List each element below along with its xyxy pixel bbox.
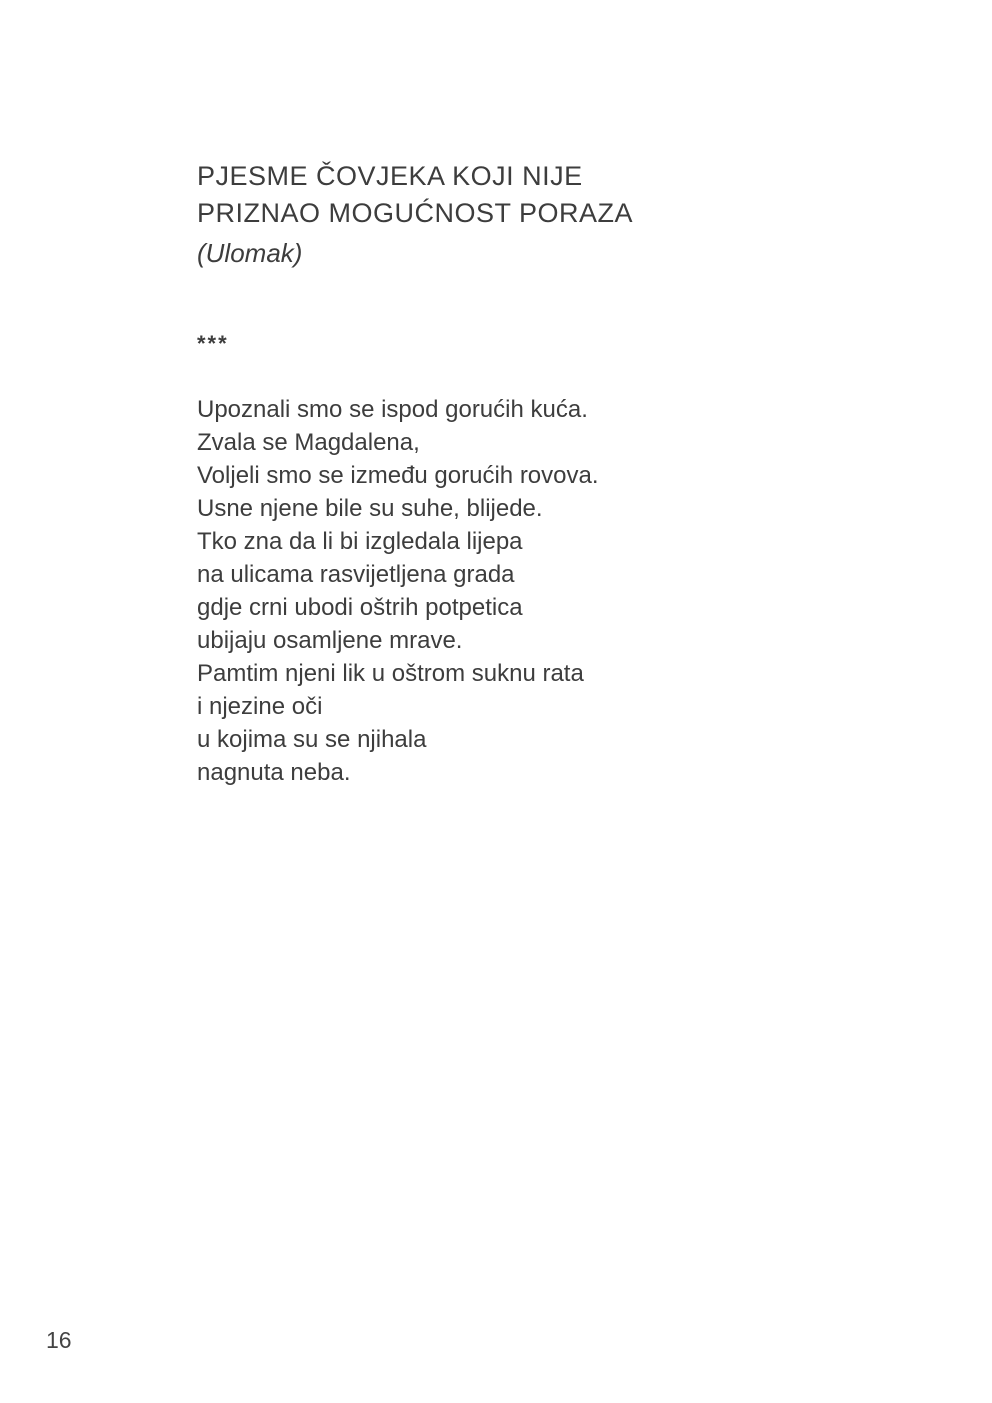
poem-line: Voljeli smo se između gorućih rovova. [197, 462, 599, 489]
poem-title-line-2: PRIZNAO MOGUĆNOST PORAZA [197, 198, 634, 228]
poem-line: Zvala se Magdalena, [197, 429, 420, 456]
poem-line: Pamtim njeni lik u oštrom suknu rata [197, 660, 584, 687]
poem-stanza [197, 393, 797, 789]
poem-line: u kojima su se njihala [197, 726, 427, 753]
poem-line: na ulicama rasvijetljena grada [197, 561, 515, 588]
poem-block [197, 158, 797, 789]
poem-line: Usne njene bile su suhe, blijede. [197, 495, 543, 522]
poem-title [197, 158, 797, 232]
stanza-separator: *** [197, 331, 229, 356]
poem-line: i njezine oči [197, 693, 323, 720]
poem-line: Upoznali smo se ispod gorućih kuća. [197, 396, 588, 423]
poem-line: nagnuta neba. [197, 759, 351, 786]
page-number: 16 [46, 1327, 72, 1353]
poem-line: Tko zna da li bi izgledala lijepa [197, 528, 523, 555]
poem-line: gdje crni ubodi oštrih potpetica [197, 594, 523, 621]
poem-subtitle: (Ulomak) [197, 238, 303, 268]
poem-line: ubijaju osamljene mrave. [197, 627, 463, 654]
poem-title-line-1: PJESME ČOVJEKA KOJI NIJE [197, 161, 583, 191]
